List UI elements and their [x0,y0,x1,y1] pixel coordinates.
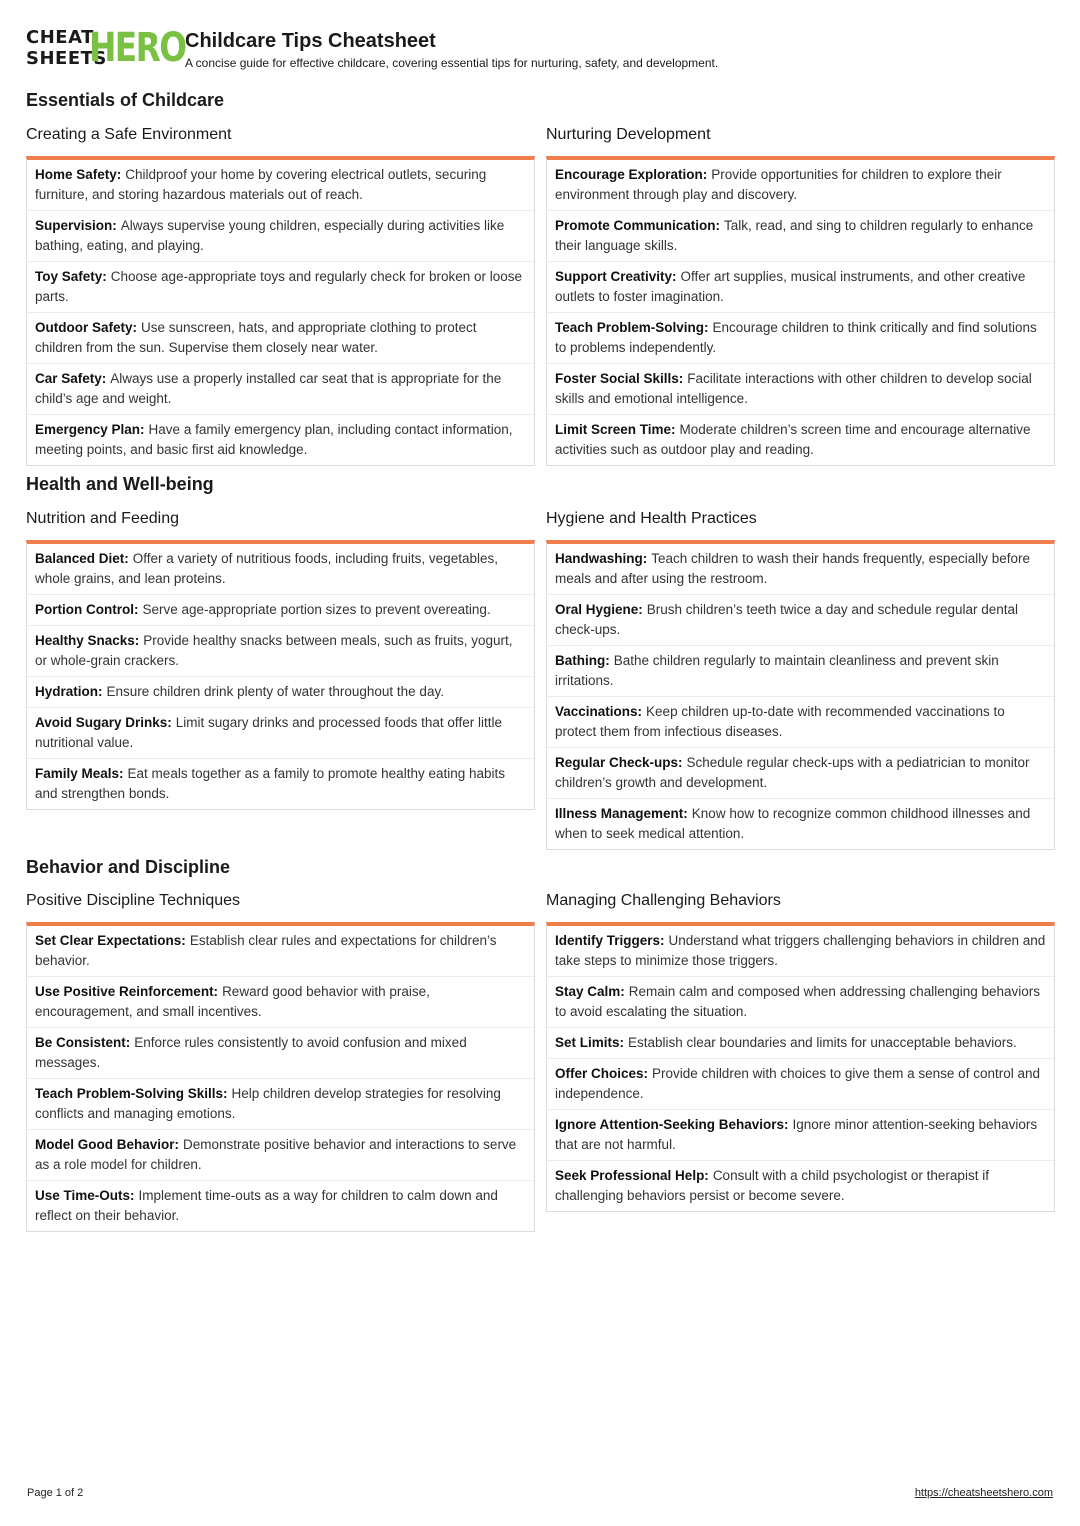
item-label: Foster Social Skills: [555,371,684,386]
item-text: Provide healthy snacks between meals, such as fruits, yogurt, or whole-grain crackers. [35,633,513,668]
logo-hero: HERO [89,25,186,71]
item-label: Regular Check-ups: [555,755,683,770]
item-label: Handwashing: [555,551,648,566]
list-item [547,798,1054,849]
item-text: Teach children to wash their hands frequently, especially before meals and after using the restroom. [555,551,1030,586]
page-title: Childcare Tips Cheatsheet [185,30,436,52]
list-item [27,1129,534,1180]
item-label: Seek Professional Help: [555,1168,709,1183]
item-text: Eat meals together as a family to promote healthy eating habits and strengthen bonds. [35,766,506,801]
item-text: Bathe children regularly to maintain cleanliness and prevent skin irritations. [555,653,999,688]
item-label: Stay Calm: [555,984,625,999]
item-text: Encourage children to think critically and find solutions to problems independently. [555,320,1037,355]
item-label: Balanced Diet: [35,551,129,566]
list-item [547,1058,1054,1109]
item-text: Moderate children’s screen time and encourage alternative activities such as outdoor play and reading. [555,422,1031,457]
item-text: Schedule regular check-ups with a pediatrician to monitor children’s growth and development. [555,755,1030,790]
item-label: Toy Safety: [35,269,107,284]
list-item [547,414,1054,465]
list-item [547,312,1054,363]
item-text: Always use a properly installed car seat that is appropriate for the child’s age and weight. [35,371,502,406]
card-nutrition [26,508,535,810]
item-label: Offer Choices: [555,1066,649,1081]
card-hygiene [546,508,1055,850]
item-text: Provide opportunities for children to explore their environment through play and discovery. [555,167,1002,202]
item-label: Teach Problem-Solving: [555,320,709,335]
list-item [27,594,534,625]
item-label: Use Time-Outs: [35,1188,135,1203]
item-text: Have a family emergency plan, including contact information, meeting points, and basic first aid knowledge. [35,422,513,457]
list-item [547,1160,1054,1211]
item-label: Limit Screen Time: [555,422,676,437]
list-item [547,261,1054,312]
list-item [547,160,1054,210]
list-item [27,1180,534,1231]
item-text: Establish clear boundaries and limits for unacceptable behaviors. [628,1035,1017,1050]
list-item [27,926,534,976]
item-label: Support Creativity: [555,269,677,284]
list-item [27,625,534,676]
item-text: Keep children up-to-date with recommended vaccinations to protect them from infectious diseases. [555,704,1005,739]
item-text: Childproof your home by covering electrical outlets, securing furniture, and storing hazardous materials out of reach. [35,167,487,202]
list-item [27,312,534,363]
item-text: Implement time-outs as a way for children to calm down and reflect on their behavior. [35,1188,498,1223]
section-title-essentials: Essentials of Childcare [26,90,225,110]
list-item [547,210,1054,261]
item-label: Emergency Plan: [35,422,145,437]
item-text: Brush children’s teeth twice a day and schedule regular dental check-ups. [555,602,1019,637]
item-label: Portion Control: [35,602,139,617]
list-item [547,544,1054,594]
card-nurturing-development [546,124,1055,466]
item-text: Remain calm and composed when addressing challenging behaviors to avoid escalating the situation. [555,984,1041,1019]
item-label: Model Good Behavior: [35,1137,180,1152]
item-label: Car Safety: [35,371,107,386]
list-item [27,210,534,261]
item-text: Know how to recognize common childhood illnesses and when to seek medical attention. [555,806,1031,841]
item-text: Establish clear rules and expectations for children’s behavior. [35,933,497,968]
card-body [546,540,1055,850]
card-heading: Positive Discipline Techniques [26,892,241,909]
card-heading: Creating a Safe Environment [26,126,232,143]
list-item [547,1109,1054,1160]
item-text: Always supervise young children, especially during activities like bathing, eating, and playing. [35,218,505,253]
card-heading: Nurturing Development [546,126,711,143]
item-label: Supervision: [35,218,117,233]
item-text: Facilitate interactions with other children to develop social skills and emotional intelligence. [555,371,1032,406]
card-positive-discipline [26,890,535,1232]
item-label: Family Meals: [35,766,124,781]
list-item [547,926,1054,976]
item-text: Offer a variety of nutritious foods, including fruits, vegetables, whole grains, and lean proteins. [35,551,498,586]
item-label: Vaccinations: [555,704,643,719]
card-body [26,540,535,810]
card-body [546,922,1055,1212]
list-item [27,160,534,210]
item-label: Oral Hygiene: [555,602,643,617]
section-title-behavior: Behavior and Discipline [26,857,231,877]
card-heading: Managing Challenging Behaviors [546,892,781,909]
card-body [546,156,1055,466]
item-label: Avoid Sugary Drinks: [35,715,172,730]
item-label: Encourage Exploration: [555,167,708,182]
list-item [27,544,534,594]
item-text: Provide children with choices to give them a sense of control and independence. [555,1066,1040,1101]
item-label: Outdoor Safety: [35,320,138,335]
list-item [547,645,1054,696]
card-heading: Hygiene and Health Practices [546,510,757,527]
item-label: Promote Communication: [555,218,721,233]
list-item [27,363,534,414]
item-label: Use Positive Reinforcement: [35,984,219,999]
item-label: Home Safety: [35,167,122,182]
item-text: Ensure children drink plenty of water throughout the day. [106,684,444,699]
item-text: Demonstrate positive behavior and interactions to serve as a role model for children. [35,1137,517,1172]
item-text: Use sunscreen, hats, and appropriate clothing to protect children from the sun. Supervise them closely near water. [35,320,477,355]
item-label: Set Limits: [555,1035,625,1050]
list-item [27,261,534,312]
item-text: Choose age-appropriate toys and regularly check for broken or loose parts. [35,269,523,304]
section-title-health: Health and Well-being [26,474,214,494]
item-label: Set Clear Expectations: [35,933,186,948]
item-text: Limit sugary drinks and processed foods that offer little nutritional value. [35,715,502,750]
item-text: Ignore minor attention-seeking behaviors that are not harmful. [555,1117,1038,1152]
list-item [27,414,534,465]
item-text: Offer art supplies, musical instruments, and other creative outlets to foster imagination. [555,269,1026,304]
item-label: Teach Problem-Solving Skills: [35,1086,228,1101]
list-item [547,363,1054,414]
list-item [547,976,1054,1027]
item-text: Understand what triggers challenging behaviors in children and take steps to minimize those triggers. [555,933,1046,968]
item-text: Help children develop strategies for resolving conflicts and managing emotions. [35,1086,501,1121]
item-label: Identify Triggers: [555,933,665,948]
item-text: Talk, read, and sing to children regularly to enhance their language skills. [555,218,1034,253]
page-subtitle: A concise guide for effective childcare, covering essential tips for nurturing, safety, and development. [185,56,719,70]
logo[interactable] [26,25,186,72]
list-item [547,1027,1054,1058]
item-text: Consult with a child psychologist or therapist if challenging behaviors persist or become severe. [555,1168,989,1203]
list-item [27,758,534,809]
card-heading: Nutrition and Feeding [26,510,179,527]
list-item [27,707,534,758]
card-body [26,156,535,466]
logo-sheets: SHEETS [26,48,107,69]
logo-cheat: CHEAT [26,27,94,48]
list-item [547,594,1054,645]
card-safe-environment [26,124,535,466]
card-challenging-behaviors [546,890,1055,1212]
item-text: Serve age-appropriate portion sizes to prevent overeating. [142,602,491,617]
list-item [27,676,534,707]
item-label: Illness Management: [555,806,688,821]
item-label: Be Consistent: [35,1035,131,1050]
item-text: Enforce rules consistently to avoid confusion and mixed messages. [35,1035,467,1070]
list-item [27,1027,534,1078]
card-body [26,922,535,1232]
page-number: Page 1 of 2 [27,1487,84,1499]
list-item [547,747,1054,798]
list-item [27,976,534,1027]
site-link[interactable]: https://cheatsheetshero.com [914,1487,1053,1499]
item-label: Healthy Snacks: [35,633,140,648]
list-item [27,1078,534,1129]
item-label: Ignore Attention-Seeking Behaviors: [555,1117,789,1132]
list-item [547,696,1054,747]
item-text: Reward good behavior with praise, encouragement, and small incentives. [35,984,430,1019]
item-label: Bathing: [555,653,610,668]
item-label: Hydration: [35,684,103,699]
